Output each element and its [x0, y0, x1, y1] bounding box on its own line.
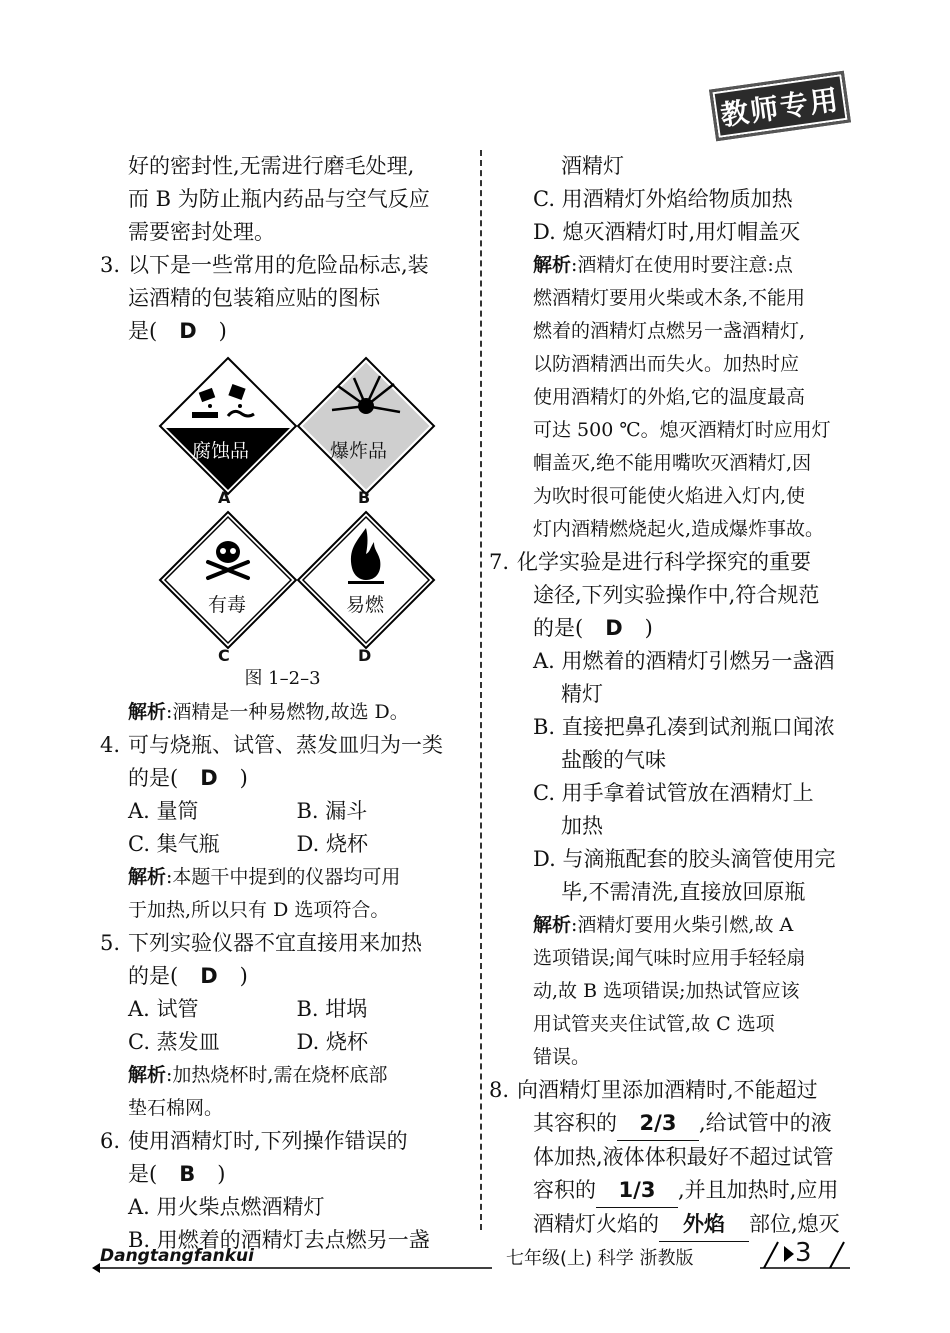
analysis-text: 灯内酒精燃烧起火,造成爆炸事故。 — [533, 518, 825, 540]
answer: D — [200, 964, 218, 988]
brand-logo-text: Dangtangfankui — [100, 1246, 254, 1266]
option: C. 蒸发皿 — [128, 1030, 220, 1054]
analysis-text: 用试管夹夹住试管,故 C 选项 — [533, 1013, 775, 1035]
question-text: 部位,熄灭 — [749, 1212, 840, 1236]
answer: D — [200, 766, 218, 790]
option: 精灯 — [561, 682, 603, 706]
page-number: 3 — [795, 1238, 812, 1268]
question-number: 3. — [100, 253, 121, 277]
answer: D — [179, 319, 197, 343]
analysis-tag: 解析 — [128, 866, 167, 888]
sign-label: 有毒 — [208, 594, 247, 616]
analysis-text: 动,故 B 选项错误;加热试管应该 — [533, 980, 800, 1002]
question-text: 容积的 — [533, 1178, 596, 1202]
question-number: 7. — [489, 550, 510, 574]
option: 盐酸的气味 — [561, 748, 666, 772]
analysis-text: 为吹时很可能使火焰进入灯内,使 — [533, 485, 806, 507]
option: B. 坩埚 — [296, 997, 368, 1021]
analysis-text: 燃酒精灯要用火柴或木条,不能用 — [533, 287, 806, 309]
question-text: 的是( — [128, 766, 179, 790]
option: 酒精灯 — [561, 154, 624, 178]
analysis-text: 于加热,所以只有 D 选项符合。 — [128, 899, 390, 921]
sign-label: 爆炸品 — [330, 440, 388, 462]
option: B. 漏斗 — [296, 799, 368, 823]
question-number: 6. — [100, 1129, 121, 1153]
option: A. 试管 — [128, 997, 199, 1021]
question-8 — [489, 1074, 860, 1242]
question-text: ) — [239, 766, 248, 790]
question-text: 可与烧瓶、试管、蒸发皿归为一类 — [128, 733, 443, 757]
option: B. 用燃着的酒精灯去点燃另一盏 — [128, 1228, 430, 1252]
text-line: 需要密封处理。 — [128, 220, 275, 244]
analysis-text: :酒精灯在使用时要注意:点 — [571, 254, 793, 276]
right-column — [489, 150, 860, 1242]
question-text: 下列实验仪器不宜直接用来加热 — [128, 931, 422, 955]
question-text: ) — [644, 616, 653, 640]
question-text: 的是( — [128, 964, 179, 988]
question-text: 是( — [128, 1162, 158, 1186]
question-text: 的是( — [533, 616, 584, 640]
answer: B — [179, 1162, 196, 1186]
option: D. 烧杯 — [296, 832, 368, 856]
question-text: 途径,下列实验操作中,符合规范 — [533, 583, 820, 607]
analysis-text: 错误。 — [533, 1046, 591, 1068]
question-text: 以下是一些常用的危险品标志,装 — [128, 253, 429, 277]
column-divider — [480, 150, 482, 1230]
text-line: 好的密封性,无需进行磨毛处理, — [128, 154, 415, 178]
question-text: 其容积的 — [533, 1111, 617, 1135]
analysis-text: :酒精灯要用火柴引燃,故 A — [571, 914, 794, 936]
analysis-text: 选项错误;闻气味时应用手轻轻扇 — [533, 947, 806, 969]
sign-letter: D — [358, 646, 372, 665]
option: B. 直接把鼻孔凑到试剂瓶口闻浓 — [533, 715, 835, 739]
question-text: 化学实验是进行科学探究的重要 — [517, 550, 811, 574]
question-text: 是( — [128, 319, 158, 343]
text-line: 而 B 为防止瓶内药品与空气反应 — [128, 187, 430, 211]
analysis-text: 垫石棉网。 — [128, 1097, 224, 1119]
sign-letter: B — [358, 488, 371, 507]
analysis-tag: 解析 — [128, 1064, 167, 1086]
figure-caption: 图 1–2–3 — [244, 668, 321, 689]
option: C. 用手拿着试管放在酒精灯上 — [533, 781, 814, 805]
option: D. 烧杯 — [296, 1030, 368, 1054]
analysis-text: 以防酒精洒出而失火。加热时应 — [533, 353, 800, 375]
sign-letter: A — [218, 488, 231, 507]
question-text: ) — [239, 964, 248, 988]
option: 加热 — [561, 814, 603, 838]
option: A. 用火柴点燃酒精灯 — [128, 1195, 325, 1219]
analysis-text: 帽盖灭,绝不能用嘴吹灭酒精灯,因 — [533, 452, 812, 474]
analysis-text: :加热烧杯时,需在烧杯底部 — [166, 1064, 388, 1086]
question-text: 向酒精灯里添加酒精时,不能超过 — [517, 1078, 818, 1102]
option: 毕,不需清洗,直接放回原瓶 — [561, 880, 806, 904]
analysis-text: :本题干中提到的仪器均可用 — [166, 866, 401, 888]
analysis-tag: 解析 — [533, 254, 572, 276]
toxic-sign — [158, 510, 298, 650]
fill-blank: 1/3 — [596, 1174, 678, 1208]
question-text: ) — [217, 1162, 226, 1186]
question-5 — [100, 927, 465, 1125]
option: D. 熄灭酒精灯时,用灯帽盖灭 — [533, 220, 801, 244]
question-text: 酒精灯火焰的 — [533, 1212, 659, 1236]
sign-label: 腐蚀品 — [192, 440, 250, 462]
question-number: 4. — [100, 733, 121, 757]
left-column — [100, 150, 465, 1257]
question-text: ,给试管中的液 — [699, 1111, 832, 1135]
sign-label: 易燃 — [346, 594, 385, 616]
fill-blank: 外焰 — [659, 1208, 749, 1242]
question-text: ,并且加热时,应用 — [678, 1178, 839, 1202]
question-text: ) — [218, 319, 227, 343]
teacher-only-stamp: 教师专用 — [709, 71, 851, 141]
corrosive-sign — [158, 356, 298, 496]
question-number: 5. — [100, 931, 121, 955]
question-3 — [100, 249, 465, 729]
option: C. 用酒精灯外焰给物质加热 — [533, 187, 793, 211]
question-text: 体加热,液体体积最好不超过试管 — [533, 1145, 834, 1169]
analysis-tag: 解析 — [128, 701, 167, 723]
footer-info: 七年级(上) 科学 浙教版 — [506, 1248, 694, 1269]
analysis-text: 可达 500 ℃。熄灭酒精灯时应用灯 — [533, 419, 831, 441]
fill-blank: 2/3 — [617, 1107, 699, 1141]
answer: D — [605, 616, 623, 640]
sign-letter: C — [218, 646, 230, 665]
question-6 — [100, 1125, 465, 1257]
option: A. 用燃着的酒精灯引燃另一盏酒 — [533, 649, 835, 673]
analysis-text: 燃着的酒精灯点燃另一盏酒精灯, — [533, 320, 806, 342]
question-text: 使用酒精灯时,下列操作错误的 — [128, 1129, 408, 1153]
explosive-sign — [296, 356, 436, 496]
analysis-text: 使用酒精灯的外焰,它的温度最高 — [533, 386, 806, 408]
question-6-analysis — [505, 249, 860, 546]
option: D. 与滴瓶配套的胶头滴管使用完 — [533, 847, 836, 871]
question-text: 运酒精的包装箱应贴的图标 — [128, 286, 380, 310]
analysis-tag: 解析 — [533, 914, 572, 936]
hazard-signs-figure — [100, 352, 465, 672]
question-7 — [489, 546, 860, 1074]
option: A. 量筒 — [128, 799, 199, 823]
option: C. 集气瓶 — [128, 832, 220, 856]
question-4 — [100, 729, 465, 927]
analysis-text: :酒精是一种易燃物,故选 D。 — [166, 701, 409, 723]
question-number: 8. — [489, 1078, 510, 1102]
flammable-sign — [296, 510, 436, 650]
